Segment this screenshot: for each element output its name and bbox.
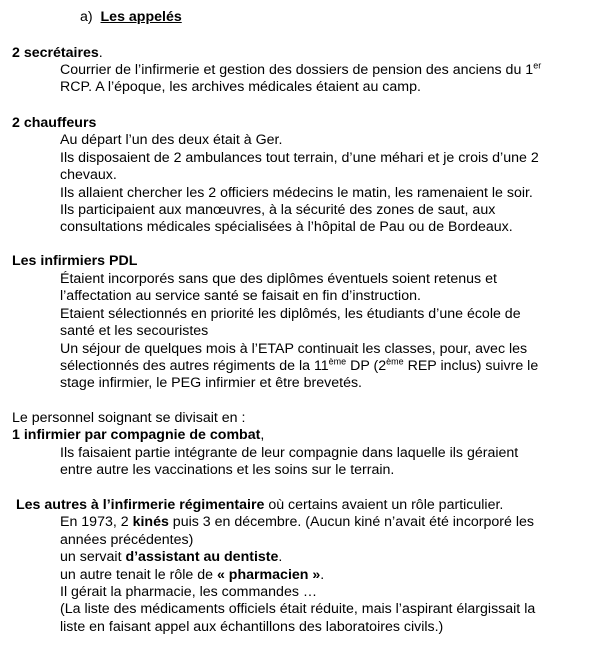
- secretaires-line-1: [60, 62, 541, 79]
- infirmiers-p3-sup-1: ème: [328, 356, 347, 367]
- secretaires-line-1-text: Courrier de l’infirmerie et gestion des dossiers de pension des anciens du 1: [60, 62, 534, 78]
- infirmiers-heading-text: Les infirmiers PDL: [12, 253, 138, 269]
- infirmiers-p2-line-1: Etaient sélectionnés en priorité les diplômés, les étudiants d’une école de: [60, 306, 521, 322]
- infirmiers-p1-line-1: Étaient incorporés sans que des diplômes éventuels soient retenus et: [60, 271, 497, 287]
- section-title: Les appelés: [100, 9, 182, 25]
- autres-line-2: années précédentes): [60, 532, 194, 548]
- secretaires-line-1-sup: er: [533, 60, 542, 71]
- personnel-intro: Le personnel soignant se divisait en :: [12, 410, 246, 426]
- autres-line-1: [60, 514, 534, 531]
- chauffeurs-heading-text: 2 chauffeurs: [12, 115, 97, 131]
- chauffeurs-line-2b: chevaux.: [60, 167, 117, 183]
- chauffeurs-line-4b: consultations médicales spécialisées à l’hôpital de Pau ou de Bordeaux.: [60, 219, 513, 235]
- autres-line-4: [60, 567, 324, 584]
- combat-heading-comma: ,: [260, 427, 265, 443]
- autres-line-4-bold: « pharmacien »: [216, 567, 321, 583]
- combat-line-2: entre autre les vaccinations et les soins sur le terrain.: [60, 462, 395, 478]
- infirmiers-p3-sup-2: ème: [386, 356, 404, 367]
- infirmiers-p3-line-1: Un séjour de quelques mois à l’ETAP continuait les classes, pour, avec les: [60, 341, 528, 357]
- secretaires-heading-period: .: [98, 45, 103, 61]
- infirmiers-p3-line-3: stage infirmier, le PEG infirmier et être brevetés.: [60, 375, 362, 391]
- infirmiers-p1-line-2: l’affectation au service santé se faisait en fin d’instruction.: [60, 288, 421, 304]
- infirmiers-p2-line-2: santé et les secouristes: [60, 323, 209, 339]
- infirmiers-p3-line-2-post: REP inclus) suivre le: [403, 358, 539, 374]
- secretaires-heading: [12, 45, 103, 62]
- autres-line-4-pre: un autre tenait le rôle de: [60, 567, 217, 583]
- combat-line-1: Ils faisaient partie intégrante de leur compagnie dans laquelle ils géraient: [60, 445, 519, 461]
- chauffeurs-line-3: Ils allaient chercher les 2 officiers médecins le matin, les ramenaient le soir.: [60, 185, 533, 201]
- autres-line-1-pre: En 1973, 2: [60, 514, 133, 530]
- autres-line-3-bold: d’assistant au dentiste: [125, 549, 279, 565]
- chauffeurs-heading: [12, 115, 96, 132]
- autres-line-4-post: .: [320, 567, 325, 583]
- autres-line-1-post: puis 3 en décembre. (Aucun kiné n’avait été incorporé les: [168, 514, 535, 530]
- infirmiers-p3-line-2: [60, 358, 538, 375]
- section-heading: [80, 9, 182, 26]
- autres-line-3-post: .: [278, 549, 283, 565]
- autres-line-3: [60, 549, 282, 566]
- autres-heading-rest: où certains avaient un rôle particulier.: [264, 497, 504, 513]
- chauffeurs-line-4a: Ils participaient aux manœuvres, à la sécurité des zones de saut, aux: [60, 202, 496, 218]
- autres-line-1-bold: kinés: [132, 514, 169, 530]
- autres-line-3-pre: un servait: [60, 549, 126, 565]
- infirmiers-p3-line-2-pre: sélectionnés des autres régiments de la 11: [60, 358, 329, 374]
- autres-line-6b: liste en faisant appel aux échantillons des laboratoires civils.): [60, 619, 444, 635]
- combat-heading-text: 1 infirmier par compagnie de combat: [12, 427, 261, 443]
- autres-line-6a: (La liste des médicaments officiels était réduite, mais l’aspirant élargissait la: [60, 601, 536, 617]
- infirmiers-p3-line-2-mid: DP (2: [346, 358, 387, 374]
- section-marker: a): [80, 9, 93, 25]
- secretaires-line-2: RCP. A l’époque, les archives médicales étaient au camp.: [60, 79, 421, 95]
- autres-heading: [16, 497, 503, 514]
- autres-heading-text: Les autres à l’infirmerie régimentaire: [16, 497, 265, 513]
- secretaires-heading-text: 2 secrétaires: [12, 45, 99, 61]
- chauffeurs-line-1: Au départ l’un des deux était à Ger.: [60, 132, 283, 148]
- infirmiers-heading: [12, 253, 137, 270]
- autres-line-5: Il gérait la pharmacie, les commandes …: [60, 584, 318, 600]
- chauffeurs-line-2a: Ils disposaient de 2 ambulances tout terrain, d’une méhari et je crois d’une 2: [60, 150, 539, 166]
- combat-heading: [12, 427, 264, 444]
